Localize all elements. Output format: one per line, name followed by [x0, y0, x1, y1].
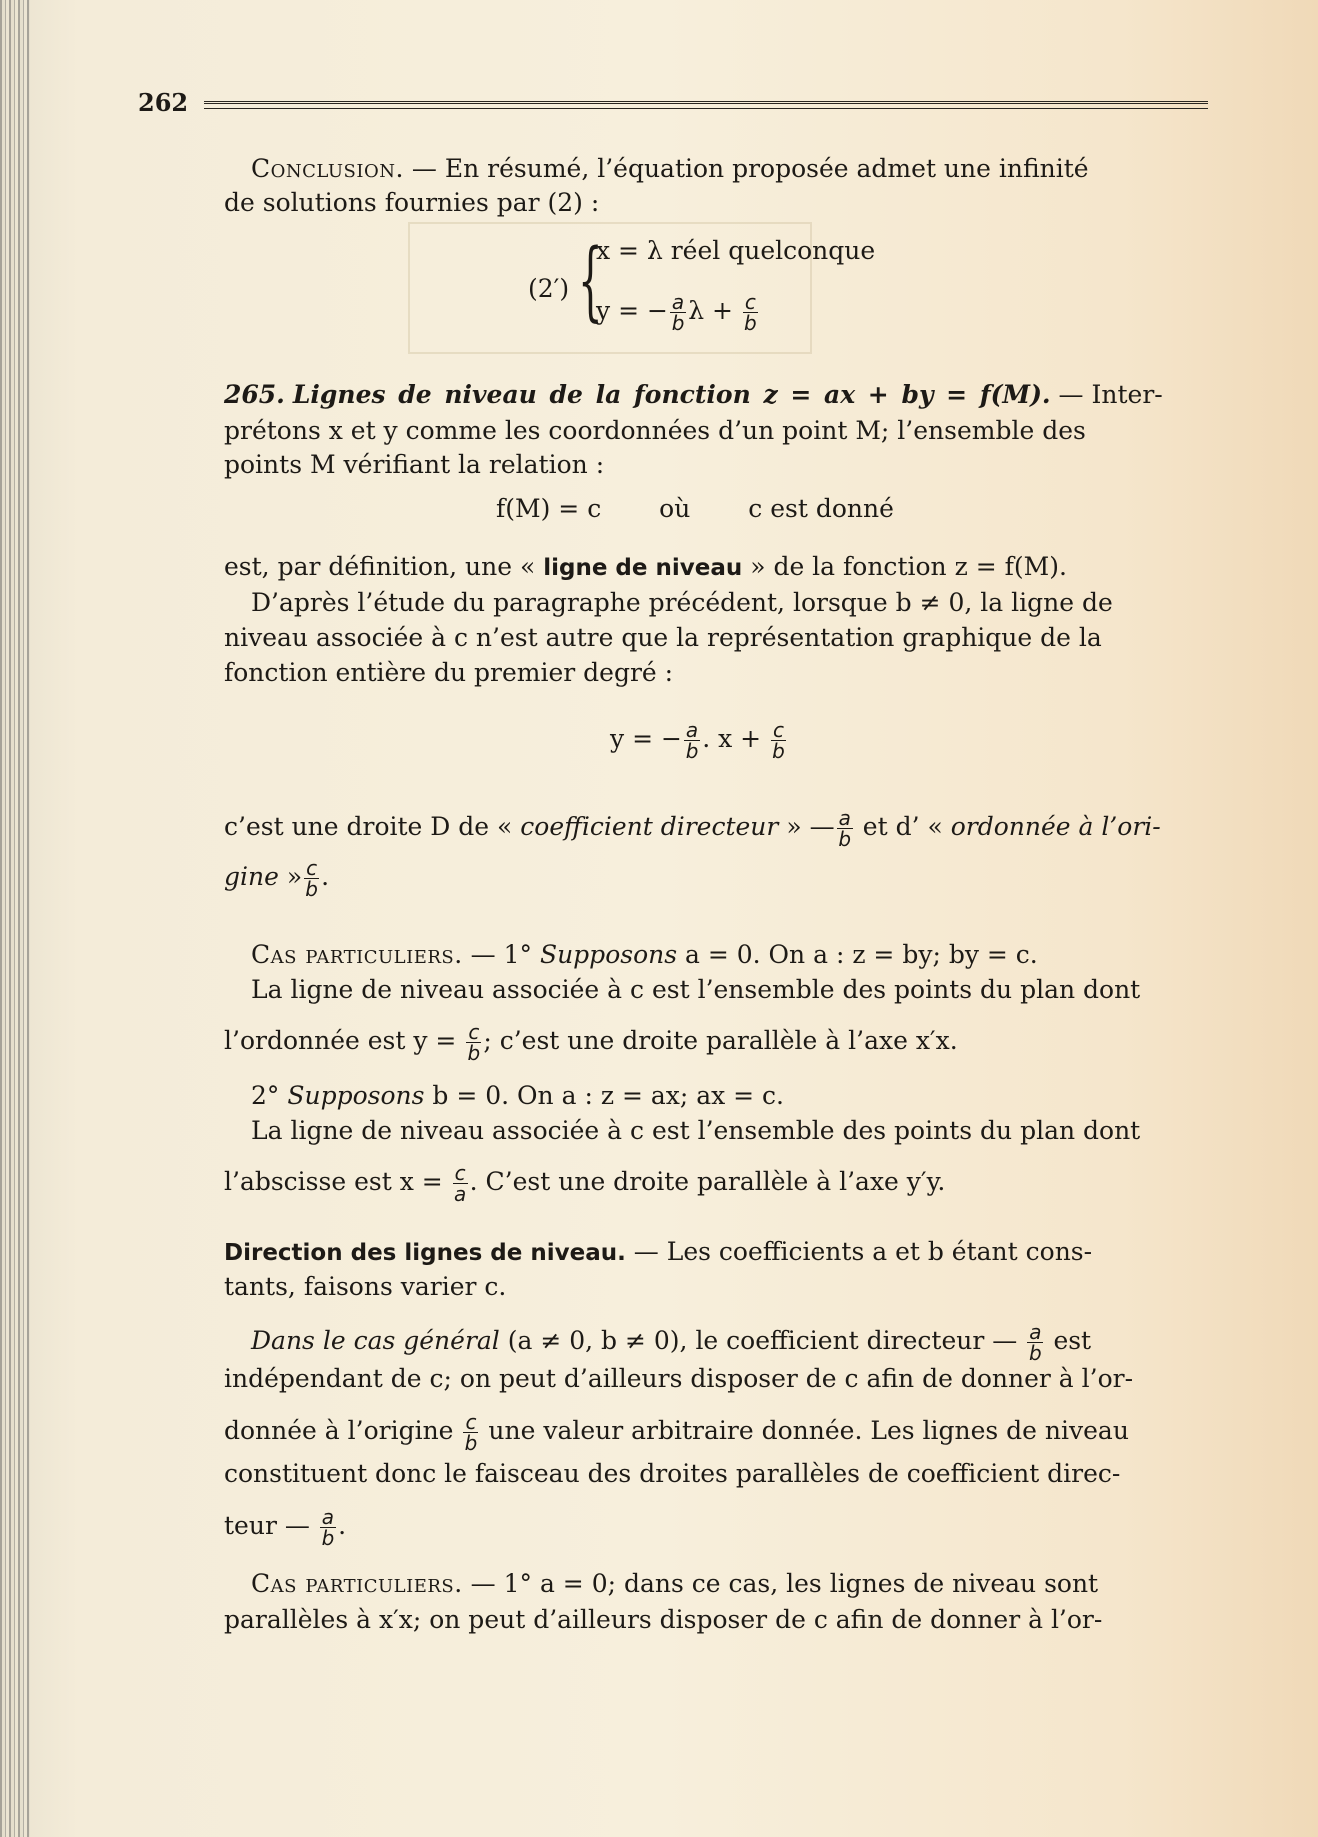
direction-line-4: indépendant de c; on peut d’ailleurs disposer de c afin de donner à l’or-	[224, 1364, 1134, 1393]
conclusion-line-2: de solutions fournies par (2) :	[224, 188, 600, 217]
section-265-line-8: c’est une droite D de « coefficient directeur » — $\frac{a}{b}$ et d’ « ordonnée à l’ori-	[224, 806, 1161, 851]
system-brace: {	[578, 231, 603, 331]
direction-line-5: donnée à l’origine $\frac{c}{b}$ une valeur arbitraire donnée. Les lignes de niveau	[224, 1410, 1129, 1455]
cas-particuliers-1-line-3: l’ordonnée est y = $\frac{c}{b}$ ; c’est une droite parallèle à l’axe x′x.	[224, 1020, 958, 1065]
cas-particuliers-1-line-2: La ligne de niveau associée à c est l’ensemble des points du plan dont	[251, 975, 1141, 1004]
direction-line-7: teur — $\frac{a}{b}$ .	[224, 1505, 347, 1550]
section-265-line-7: fonction entière du premier degré :	[224, 658, 674, 687]
direction-line-3: Dans le cas général (a ≠ 0, b ≠ 0), le coefficient directeur — $\frac{a}{b}$ est	[251, 1320, 1092, 1365]
section-title: Lignes de niveau de la fonction z = ax + by = f(M).	[292, 380, 1051, 409]
header-rule	[204, 101, 1208, 109]
section-number: 265.	[224, 380, 285, 409]
page-header	[138, 88, 1208, 118]
section-265-line-6: niveau associée à c n’est autre que la représentation graphique de la	[224, 623, 1102, 652]
direction-heading: Direction des lignes de niveau.	[224, 1240, 626, 1266]
direction-line-6: constituent donc le faisceau des droites parallèles de coefficient direc-	[224, 1459, 1121, 1488]
fraction-c-over-b: $\frac{c}{b}$	[744, 290, 757, 335]
fraction-a-over-b: $\frac{a}{b}$	[671, 290, 685, 335]
equation-line-y: y = − $\frac{a}{b}$ . x + $\frac{c}{b}$	[610, 718, 785, 763]
cas-particuliers-heading: Cas particuliers.	[251, 940, 463, 969]
conclusion-heading: Conclusion.	[251, 154, 404, 183]
cas-particuliers-2-line-1: 2° Supposons b = 0. On a : z = ax; ax = c.	[251, 1081, 785, 1110]
conclusion-line-1: Conclusion. — En résumé, l’équation proposée admet une infinité	[251, 154, 1089, 183]
section-265-line-5: D’après l’étude du paragraphe précédent, lorsque b ≠ 0, la ligne de	[251, 588, 1113, 617]
section-265-title-line: 265. Lignes de niveau de la fonction z = ax + by = f(M). — Inter-	[224, 380, 1163, 409]
system-line-2: y = − $\frac{a}{b}$ λ + $\frac{c}{b}$	[596, 290, 757, 335]
page-number: 262	[138, 88, 189, 117]
section-265-line-3: points M vérifiant la relation :	[224, 450, 605, 479]
cas-particuliers-1-line-1: Cas particuliers. — 1° Supposons a = 0. On a : z = by; by = c.	[251, 940, 1038, 969]
system-line-1: x = λ réel quelconque	[596, 236, 876, 265]
equation-fm-c: f(M) = c où c est donné	[496, 494, 894, 523]
cas-particuliers-2-line-2: La ligne de niveau associée à c est l’ensemble des points du plan dont	[251, 1116, 1141, 1145]
cas-particuliers-3-line-1: Cas particuliers. — 1° a = 0; dans ce cas, les lignes de niveau sont	[251, 1569, 1099, 1598]
direction-line-1: Direction des lignes de niveau. — Les coefficients a et b étant cons-	[224, 1237, 1093, 1266]
cas-particuliers-2-line-3: l’abscisse est x = $\frac{c}{a}$ . C’est une droite parallèle à l’axe y′y.	[224, 1161, 946, 1206]
system-label: (2′)	[528, 274, 570, 303]
section-265-line-4: est, par définition, une « ligne de niveau » de la fonction z = f(M).	[224, 552, 1067, 581]
direction-line-2: tants, faisons varier c.	[224, 1272, 507, 1301]
cas-particuliers-3-line-2: parallèles à x′x; on peut d’ailleurs disposer de c afin de donner à l’or-	[224, 1605, 1103, 1634]
section-265-line-2: prétons x et y comme les coordonnées d’un point M; l’ensemble des	[224, 416, 1086, 445]
section-265-line-9: gine » $\frac{c}{b}$ .	[224, 856, 330, 901]
ligne-de-niveau-bold: ligne de niveau	[543, 555, 743, 581]
